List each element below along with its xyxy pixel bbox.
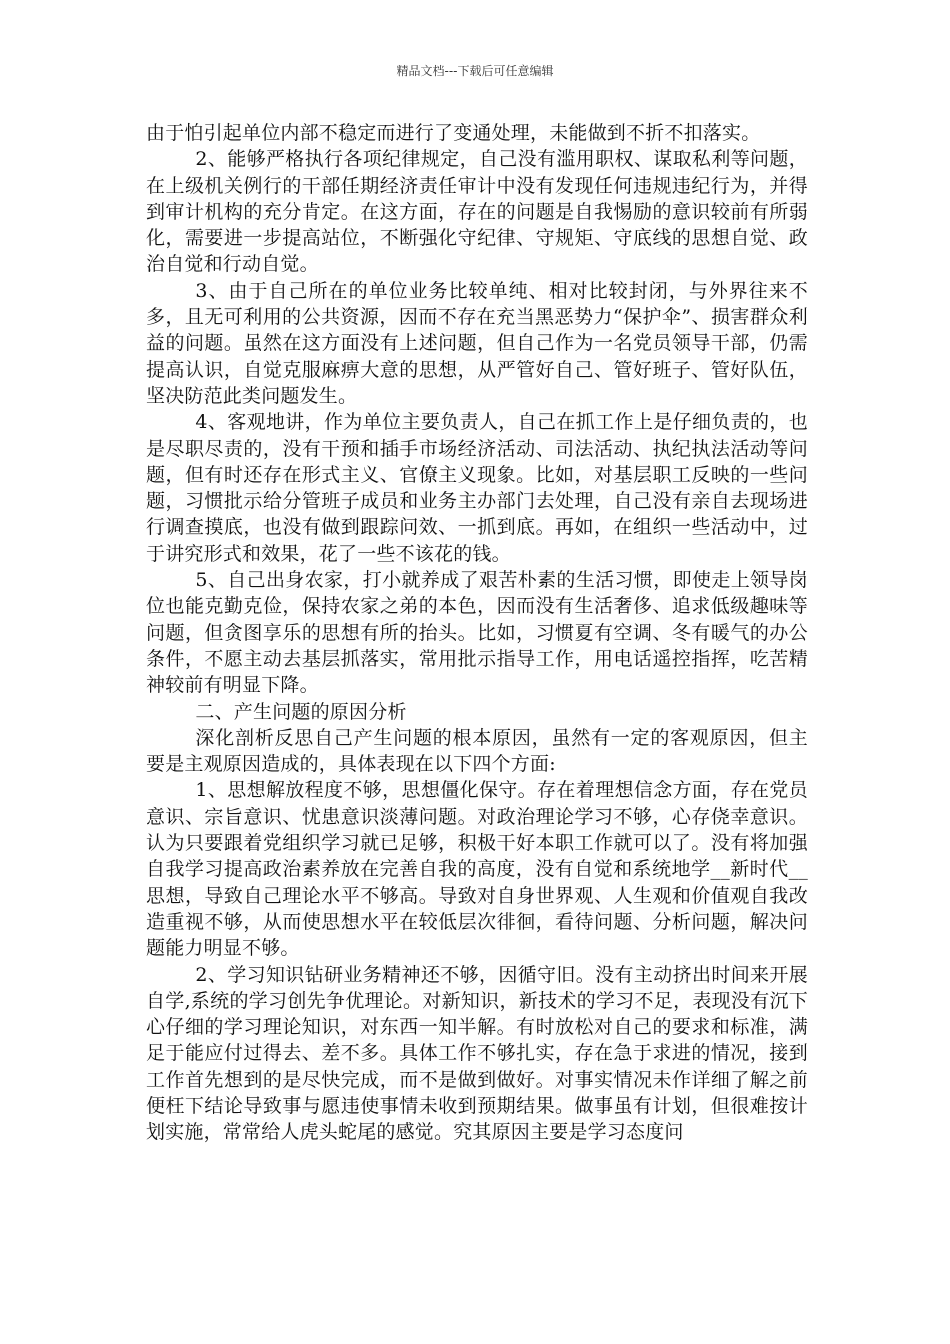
paragraph-intro: 深化剖析反思自己产生问题的根本原因，虽然有一定的客观原因，但主要是主观原因造成的，具体表现在以下四个方面: <box>146 726 808 776</box>
paragraph-continuation: 由于怕引起单位内部不稳定而进行了变通处理，未能做到不折不扣落实。 <box>146 122 761 144</box>
paragraph-item-4: 4、客观地讲，作为单位主要负责人，自己在抓工作上是仔细负责的，也是尽职尽责的，没有干预和插手市场经济活动、司法活动、执纪执法活动等问题，但有时还存在形式主义、官僚主义现象。比如，对基层职工反映的一些问题，习惯批示给分管班子成员和业务主办部门去处理，自己没有亲自去现场进行调查摸底，也没有做到跟踪问效、一抓到底。再如，在组织一些活动中，过于讲究形式和效果，花了一些不该花的钱。 <box>146 411 808 565</box>
page-header: 精品文档---下载后可任意编辑 <box>396 64 554 78</box>
section-heading: 二、产生问题的原因分析 <box>195 700 407 723</box>
paragraph-item-5: 5、自己出身农家，打小就养成了艰苦朴素的生活习惯，即使走上领导岗位也能克勤克俭，保持农家之弟的本色，因而没有生活奢侈、追求低级趣味等问题，但贪图享乐的思想有所的抬头。比如，习惯夏有空调、冬有暖气的办公条件，不愿主动去基层抓落实，常用批示指导工作，用电话遥控指挥，吃苦精神较前有明显下降。 <box>146 569 808 697</box>
paragraph-cause-1: 1、思想解放程度不够，思想僵化保守。存在着理想信念方面，存在党员意识、宗旨意识、忧患意识淡薄问题。对政治理论学习不够，心存侥幸意识。认为只要跟着党组织学习就已足够，积极干好本职工作就可以了。没有将加强自我学习提高政治素养放在完善自我的高度，没有自觉和系统地学__新时代__思想，导致自己理论水平不够高。导致对自身世界观、人生观和价值观自我改造重视不够，从而使思想水平在较低层次徘徊，看待问题、分析问题，解决问题能力明显不够。 <box>146 779 808 960</box>
document-body <box>146 120 808 1146</box>
paragraph-item-3: 3、由于自己所在的单位业务比较单纯、相对比较封闭，与外界往来不多，且无可利用的公共资源，因而不存在充当黑恶势力“保护伞”、损害群众利益的问题。虽然在这方面没有上述问题，但自己作为一名党员领导干部，仍需提高认识，自觉克服麻痹大意的思想，从严管好自己、管好班子、管好队伍，坚决防范此类问题发生。 <box>146 279 808 407</box>
paragraph-item-2: 2、能够严格执行各项纪律规定，自己没有滥用职权、谋取私利等问题，在上级机关例行的干部任期经济责任审计中没有发现任何违规违纪行为，并得到审计机构的充分肯定。在这方面，存在的问题是自我惕励的意识较前有所弱化，需要进一步提高站位，不断强化守纪律、守规矩、守底线的思想自觉、政治自觉和行动自觉。 <box>146 148 808 276</box>
paragraph-cause-2: 2、学习知识钻研业务精神还不够，因循守旧。没有主动挤出时间来开展自学,系统的学习创先争优理论。对新知识，新技术的学习不足，表现没有沉下心仔细的学习理论知识，对东西一知半解。有时放松对自己的要求和标准，满足于能应付过得去、差不多。具体工作不够扎实，存在急于求进的情况，接到工作首先想到的是尽快完成，而不是做到做好。对事实情况未作详细了解之前便枉下结论导致事与愿违使事情未收到预期结果。做事虽有计划，但很难按计划实施，常常给人虎头蛇尾的感觉。究其原因主要是学习态度问 <box>146 963 808 1144</box>
